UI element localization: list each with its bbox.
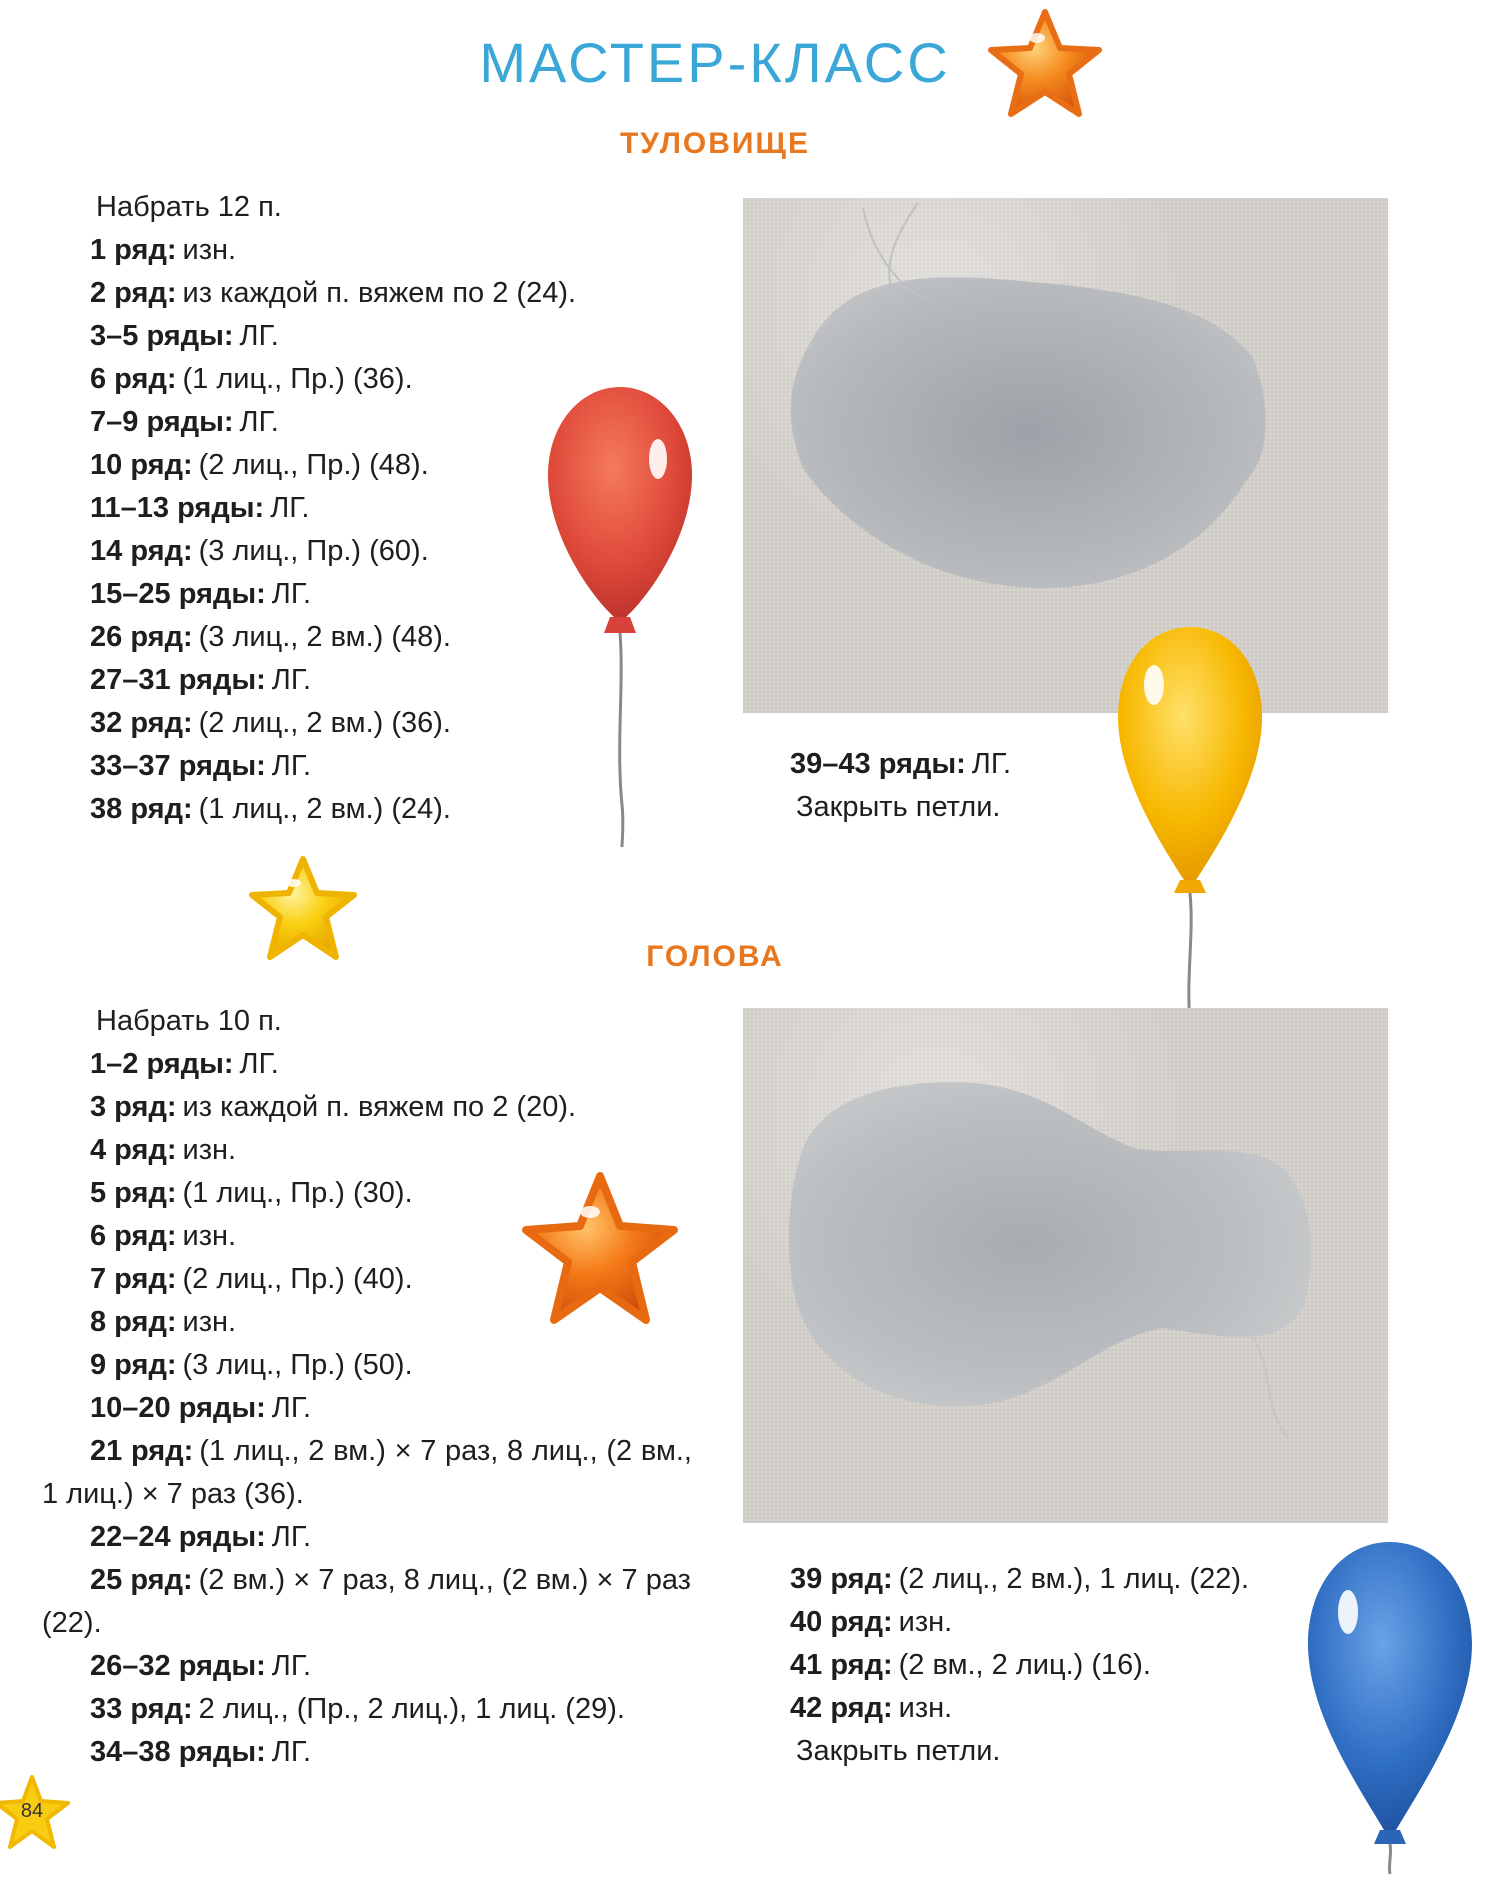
instruction-line: Набрать 12 п. [96,191,282,223]
page-title: МАСТЕР-КЛАСС [479,31,951,94]
instruction-line: 33 ряд: 2 лиц., (Пр., 2 лиц.), 1 лиц. (29). [90,1693,625,1725]
instruction-line: 6 ряд: (1 лиц., Пр.) (36). [90,363,413,395]
instruction-line: 15–25 ряды: ЛГ. [90,578,312,610]
instruction-line: 7 ряд: (2 лиц., Пр.) (40). [90,1263,413,1295]
orange-star-icon [985,8,1105,120]
instruction-line: Закрыть петли. [796,791,1001,823]
instruction-line: 25 ряд: (2 вм.) × 7 раз, 8 лиц., (2 вм.) × 7 раз (22). [42,1564,691,1639]
instruction-line: 4 ряд: изн. [90,1134,237,1166]
page-number: 84 [20,1800,44,1822]
instruction-line: 41 ряд: (2 вм., 2 лиц.) (16). [790,1649,1151,1681]
instruction-line: 3 ряд: из каждой п. вяжем по 2 (20). [90,1091,577,1123]
orange-star-icon [520,1170,680,1330]
instruction-line: 22–24 ряды: ЛГ. [90,1521,312,1553]
instruction-line: 1–2 ряды: ЛГ. [90,1048,279,1080]
instruction-line: 14 ряд: (3 лиц., Пр.) (60). [90,535,429,567]
instruction-line: 11–13 ряды: ЛГ. [90,492,310,524]
instruction-line: 42 ряд: изн. [790,1692,953,1724]
knitted-head-shape [743,1008,1388,1523]
instruction-line: 10–20 ряды: ЛГ. [90,1392,312,1424]
instruction-line: 32 ряд: (2 лиц., 2 вм.) (36). [90,707,451,739]
instruction-line: 2 ряд: из каждой п. вяжем по 2 (24). [90,277,577,309]
instruction-line: 38 ряд: (1 лиц., 2 вм.) (24). [90,793,451,825]
instruction-line: 6 ряд: изн. [90,1220,237,1252]
head-instructions [42,1000,692,1774]
blue-balloon-icon [1300,1540,1480,1875]
red-balloon-icon [540,385,700,850]
instruction-line: 9 ряд: (3 лиц., Пр.) (50). [90,1349,413,1381]
instruction-line: 27–31 ряды: ЛГ. [90,664,312,696]
instruction-line: 10 ряд: (2 лиц., Пр.) (48). [90,449,429,481]
instruction-line: 3–5 ряды: ЛГ. [90,320,279,352]
instruction-line: Закрыть петли. [796,1735,1001,1767]
instruction-line: 7–9 ряды: ЛГ. [90,406,279,438]
head-instructions-continued [790,1558,1310,1773]
instruction-line: Набрать 10 п. [96,1005,282,1037]
section-heading-head: ГОЛОВА [646,940,784,973]
knitted-head-photo [743,1008,1388,1523]
instruction-line: 39–43 ряды: ЛГ. [790,748,1012,780]
body-instructions-continued [790,743,1210,829]
instruction-line: 5 ряд: (1 лиц., Пр.) (30). [90,1177,413,1209]
instruction-line: 1 ряд: изн. [90,234,237,266]
instruction-line: 33–37 ряды: ЛГ. [90,750,312,782]
instruction-line: 39 ряд: (2 лиц., 2 вм.), 1 лиц. (22). [790,1563,1250,1595]
knitted-body-shape [743,198,1388,713]
knitted-body-photo [743,198,1388,713]
section-heading-body: ТУЛОВИЩЕ [619,127,811,160]
instruction-line: 34–38 ряды: ЛГ. [90,1736,312,1768]
instruction-line: 40 ряд: изн. [790,1606,953,1638]
instruction-line: 26–32 ряды: ЛГ. [90,1650,312,1682]
instruction-line: 8 ряд: изн. [90,1306,237,1338]
instruction-line: 21 ряд: (1 лиц., 2 вм.) × 7 раз, 8 лиц., (2 вм., 1 лиц.) × 7 раз (36). [42,1435,692,1510]
instruction-line: 26 ряд: (3 лиц., 2 вм.) (48). [90,621,451,653]
